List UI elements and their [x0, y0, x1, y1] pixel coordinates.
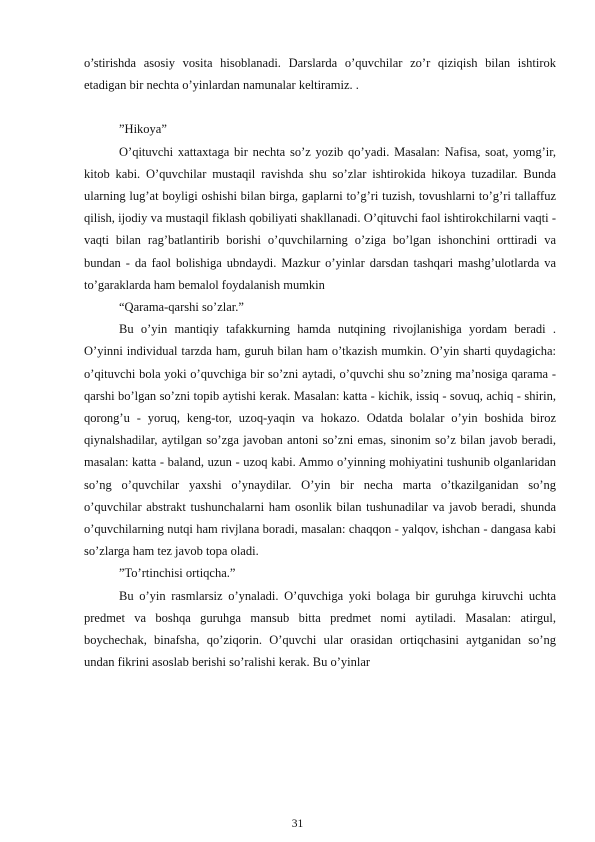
paragraph-tortinchisi-ortiqcha: Bu o’yin rasmlarsiz o’ynaladi. O’quvchiga yoki bolaga bir guruhga kiruvchi uchta predmet va boshqa guruhga mansub bitta predmet nomi aytiladi. Masalan: atirgul, boychechak, binafsha, qo’ziqorin. O’quvchi ular orasidan ortiqchasini aytganidan so’ng undan fikrini asoslab berishi so’ralishi kerak. Bu o’yinlar: [84, 588, 556, 670]
paragraph-intro: o’stirishda asosiy vosita hisoblanadi. Darslarda o’quvchilar zo’r qiziqish bilan ishtirok etadigan bir nechta o’yinlardan namunalar keltiramiz. .: [84, 56, 556, 93]
page-number: 31: [291, 818, 304, 830]
paragraph-qarama-qarshi: Bu o’yin mantiqiy tafakkurning hamda nutqining rivojlanishiga yordam beradi . O’yinni individual tarzda ham, guruh bilan ham o’tkazish mumkin. O’yin sharti quydagicha: o’qituvchi bola yoki o’quvchiga bir so’zni aytadi, o’quvchi shu so’zning ma’nosiga qarama - qarshi bo’lgan so’zni topib aytishi kerak. Masalan: katta - kichik, issiq - sovuq, achiq - shirin, qorong’u - yoruq, keng-tor, uzoq-yaqin va hokazo. Odatda bolalar o’yin boshida biroz qiynalshadilar, aytilgan so’zga javoban antoni so’zni emas, sinonim so’z bilan javob beradi, masalan: katta - baland, uzun - uzoq kabi. Ammo o’yinning mohiyatini tushunib olganlaridan so’ng o’quvchilar yaxshi o’ynaydilar. O’yin bir necha marta o’tkazilganidan so’ng o’quvchilar abstrakt tushunchalarni ham osonlik bilan tushunadilar va javob beradi, shunda o’quvchilarning nutqi ham rivjlana boradi, masalan: chaqqon - yalqov, ishchan - dangasa kabi so’zlarga ham tez javob topa oladi.: [84, 322, 556, 559]
document-page: [84, 52, 556, 673]
paragraph-gap: [84, 96, 556, 118]
heading-hikoya: ”Hikoya”: [119, 122, 167, 137]
heading-tortinchisi-ortiqcha: ”To’rtinchisi ortiqcha.”: [119, 566, 236, 581]
paragraph-hikoya: O’qituvchi xattaxtaga bir nechta so’z yozib qo’yadi. Masalan: Nafisa, soat, yomg’ir, kitob kabi. O’quvchilar mustaqil ravishda shu so’zlar ishtirokida hikoya tuzadilar. Bunda ularning lug’at boyligi oshishi bilan birga, gaplarni to’g’ri tuzish, tovushlarni to’g’ri tallaffuz qilish, ijodiy va mustaqil fiklash qobiliyati shakllanadi. O’qituvchi faol ishtirokchilarni vaqti - vaqti bilan rag’batlantirib borishi o’quvchilarning o’ziga bo’lgan ishonchini orttiradi va bundan - da faol bolishiga ubndaydi. Mazkur o’yinlar darsdan tashqari mashg’ulotlarda va to’garaklarda ham bemalol foydalanish mumkin: [84, 144, 556, 292]
heading-qarama-qarshi: “Qarama-qarshi so’zlar.”: [119, 300, 244, 315]
